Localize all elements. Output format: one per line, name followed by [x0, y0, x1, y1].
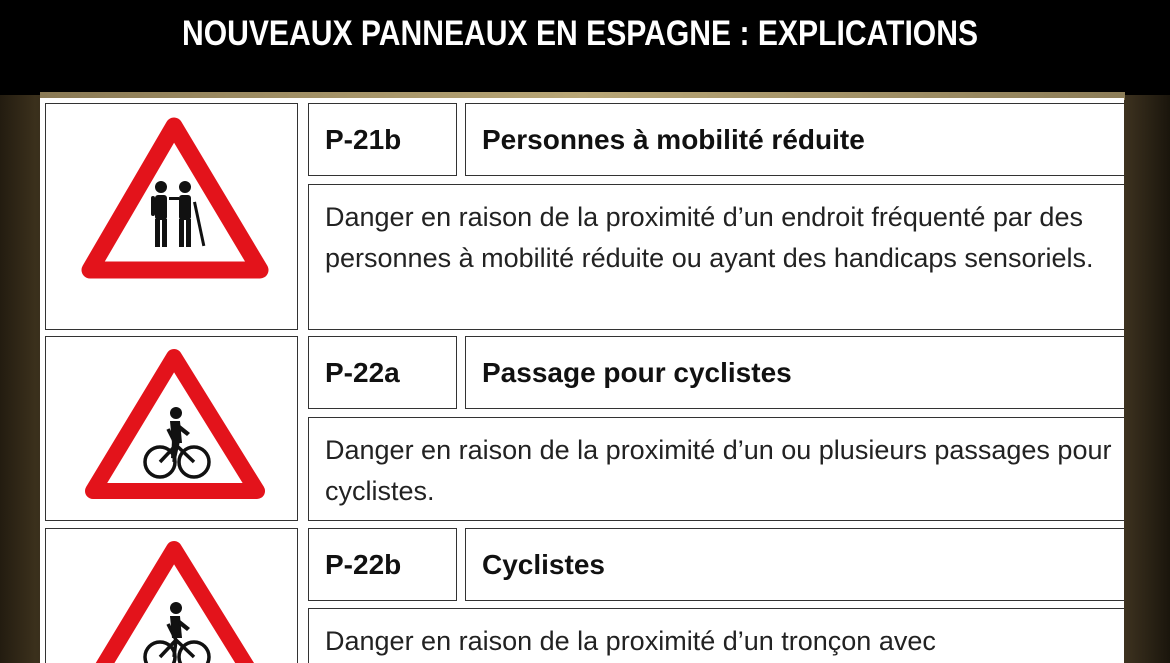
sign-code-cell — [308, 528, 457, 601]
sign-description-cell — [308, 608, 1124, 663]
page-title: NOUVEAUX PANNEAUX EN ESPAGNE : EXPLICATIONS — [181, 14, 979, 53]
sign-name-cell — [465, 103, 1124, 176]
sign-code: P-22a — [325, 357, 400, 388]
elderly-people-warning-icon — [46, 104, 296, 328]
signs-table — [40, 98, 1124, 663]
sign-name-cell — [465, 528, 1124, 601]
sign-code: P-21b — [325, 124, 402, 155]
sign-cell — [45, 336, 298, 521]
sign-description: Danger en raison de la proximité d’un tronçon avec — [325, 626, 936, 656]
cyclist-crossing-warning-icon — [46, 337, 296, 519]
header-banner — [0, 0, 1170, 95]
sign-name: Passage pour cyclistes — [482, 357, 792, 388]
sign-description-cell — [308, 184, 1124, 330]
sign-cell — [45, 528, 298, 663]
sign-cell — [45, 103, 298, 330]
sign-description-cell — [308, 417, 1124, 521]
sign-code-cell — [308, 103, 457, 176]
cyclists-warning-icon — [46, 529, 296, 663]
sign-name-cell — [465, 336, 1124, 409]
sign-name: Cyclistes — [482, 549, 605, 580]
sign-code-cell — [308, 336, 457, 409]
sign-description: Danger en raison de la proximité d’un endroit fréquenté par des personnes à mobilité réduite ou ayant des handicaps sensoriels. — [325, 202, 1094, 273]
sign-description: Danger en raison de la proximité d’un ou plusieurs passages pour cyclistes. — [325, 435, 1112, 506]
sign-code: P-22b — [325, 549, 402, 580]
sign-name: Personnes à mobilité réduite — [482, 124, 865, 155]
